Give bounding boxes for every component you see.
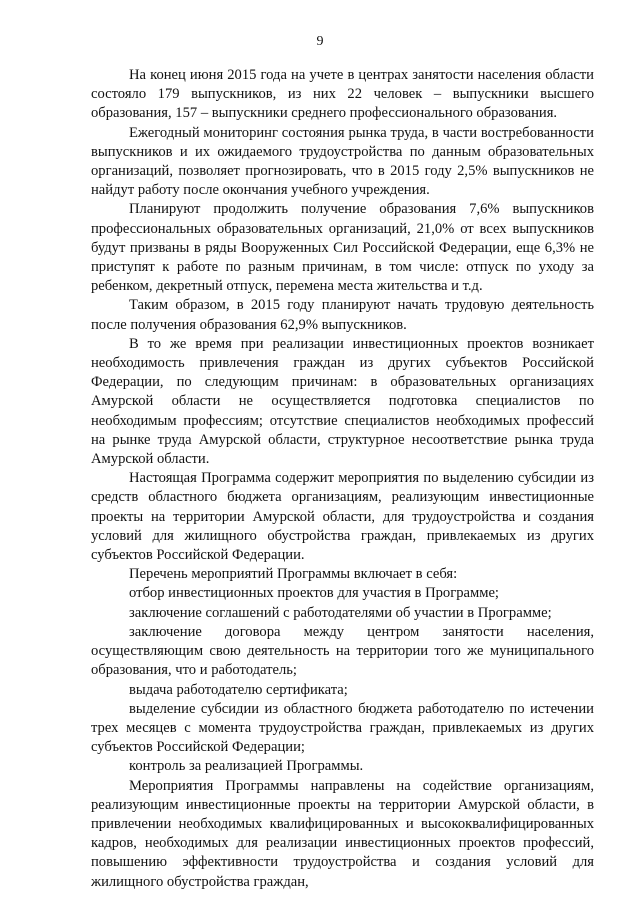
list-item-certificate-issue: выдача работодателю сертификата; [129, 681, 348, 698]
paragraph-graduates-registered: На конец июня 2015 года на учете в центрах занятости населения области состояло 179 выпускников, из них 22 человек – выпускники высшего образования, 157 – выпускники среднего профессионального образования. [91, 67, 594, 122]
paragraph-continued-education: Планируют продолжить получение образования 7,6% выпускников профессиональных образовательных организаций, 21,0% от всех выпускников будут призваны в ряды Вооруженных Сил Российской Федерации, еще 6,3% не приступят к работе по разным причинам, в том числе: отпуск по уходу за ребенком, декретный отпуск, перемена места жительства и т.д. [91, 201, 594, 295]
paragraph-investment-projects: В то же время при реализации инвестиционных проектов возникает необходимость привлечения граждан из других субъектов Российской Федерации, по следующим причинам: в образовательных организациях Амурской области не осуществляется подготовка специалистов по необходимым профессиям; отсутствие специалистов необходимых профессий на рынке труда Амурской области, структурное несоответствие рынка труда Амурской области. [91, 335, 594, 468]
list-item-program-control: контроль за реализацией Программы. [129, 758, 364, 775]
paragraph-labor-market-monitoring: Ежегодный мониторинг состояния рынка труда, в части востребованности выпускников и их ожидаемого трудоустройства по данным образовательных организаций, позволяет прогнозировать, что в 2015 году 2,5% выпускников не найдут работу после окончания учебного учреждения. [91, 124, 594, 199]
list-item-employment-center-contract: заключение договора между центром занятости населения, осуществляющим свою деятельность на территории того же муниципального образования, что и работодатель; [91, 623, 594, 679]
list-item-employer-agreements: заключение соглашений с работодателями об участии в Программе; [129, 604, 552, 621]
list-item-project-selection: отбор инвестиционных проектов для участия в Программе; [129, 585, 499, 602]
paragraph-program-subsidy: Настоящая Программа содержит мероприятия по выделению субсидии из средств областного бюджета организациям, реализующим инвестиционные проекты на территории Амурской области, для трудоустройства и создания условий для жилищного обустройства граждан, привлекаемых из других субъектов Российской Федерации. [91, 470, 594, 564]
paragraph-program-goals: Мероприятия Программы направлены на содействие организациям, реализующим инвестиционные проекты на территории Амурской области, в привлечении необходимых квалифицированных и высококвалифицированных кадров, необходимых для реализации инвестиционных проектов профессий, повышению эффективности трудоустройства и создания условий для жилищного обустройства граждан, [91, 777, 594, 890]
paragraph-employment-share: Таким образом, в 2015 году планируют начать трудовую деятельность после получения образования 62,9% выпускников. [91, 297, 594, 333]
paragraph-measures-intro: Перечень мероприятий Программы включает в себя: [129, 566, 458, 583]
list-item-subsidy-allocation: выделение субсидии из областного бюджета работодателю по истечении трех месяцев с момента трудоустройства граждан, привлекаемых из других субъектов Российской Федерации; [91, 700, 594, 756]
page-number: 9 [316, 34, 324, 49]
document-body [91, 66, 594, 892]
